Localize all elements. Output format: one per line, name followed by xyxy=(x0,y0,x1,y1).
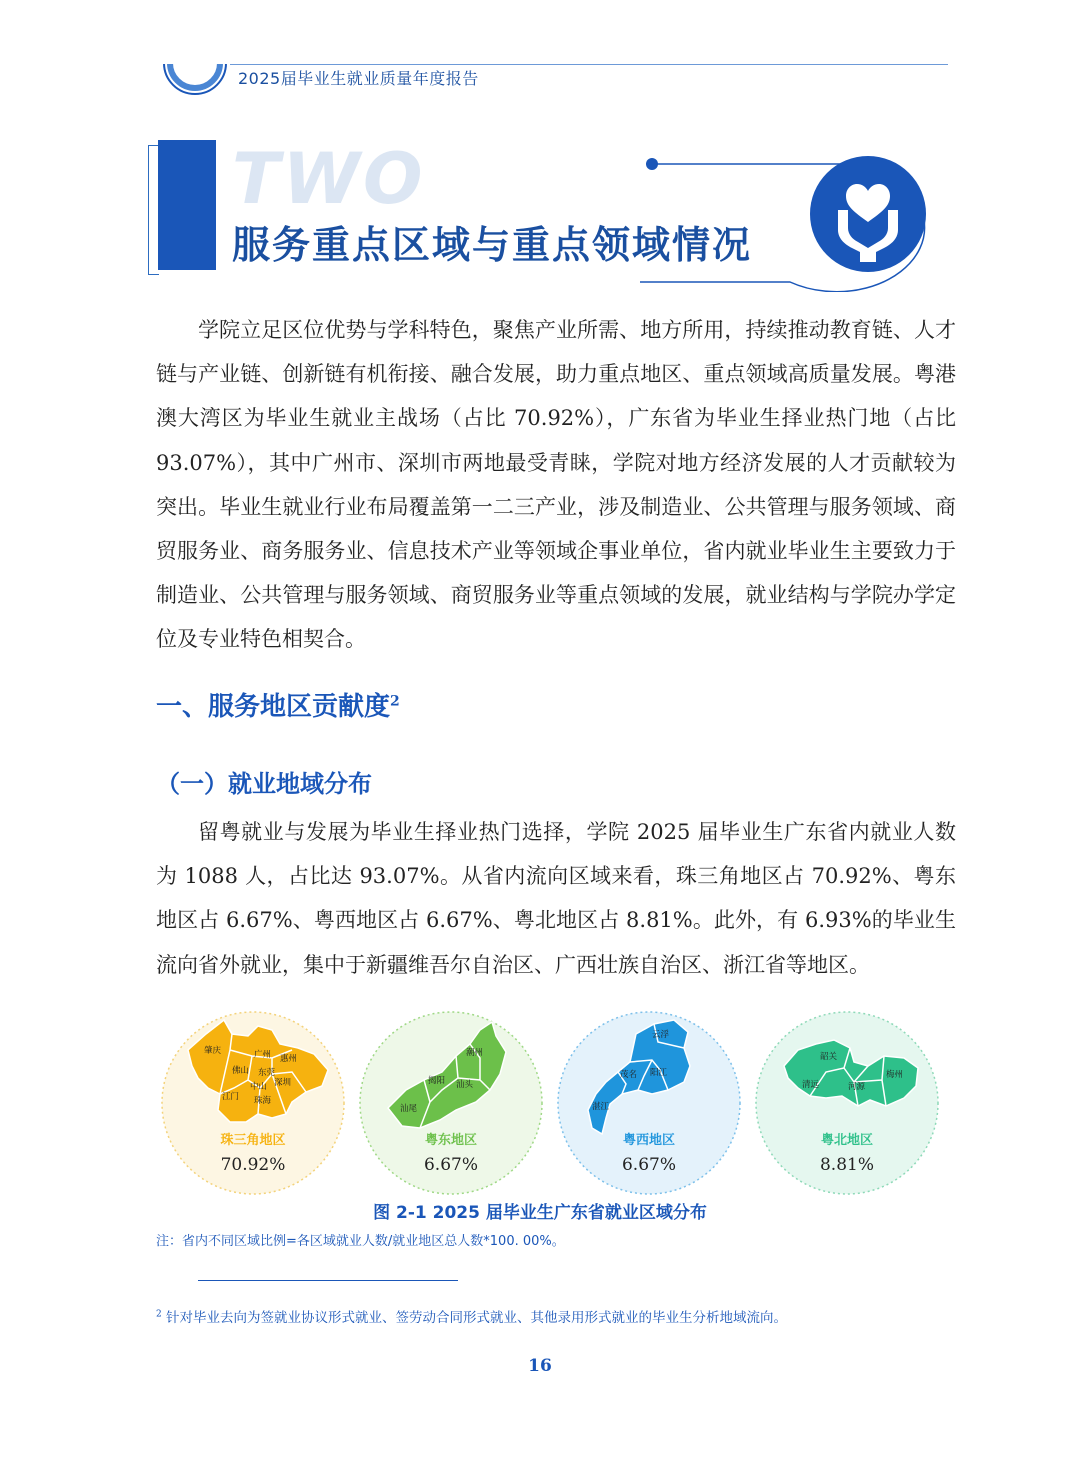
city-label: 深圳 xyxy=(274,1078,292,1088)
city-label: 河源 xyxy=(848,1082,866,1092)
region-card-pearl-river-delta xyxy=(160,1010,346,1196)
city-label: 肇庆 xyxy=(204,1046,222,1056)
distribution-paragraph: 留粤就业与发展为毕业生择业热门选择，学院 2025 届毕业生广东省内就业人数为 1088 人，占比达 93.07%。从省内流向区域来看，珠三角地区占 70.92%、粤东地区占 6.67%、粤西地区占 6.67%、粤北地区占 8.81%。此外，有 6.93%的毕业生流向省外就业，集中于新疆维吾尔自治区、广西壮族自治区、浙江省等地区。 xyxy=(156,820,956,977)
region-card-east-guangdong xyxy=(358,1010,544,1196)
footnote-rule xyxy=(198,1280,458,1281)
region-value: 6.67% xyxy=(423,1155,478,1175)
report-title: 2025届毕业生就业质量年度报告 xyxy=(238,69,479,88)
chapter-number-word: TWO xyxy=(232,138,426,220)
figure-caption: 图 2-1 2025 届毕业生广东省就业区域分布 xyxy=(373,1203,707,1223)
city-label: 韶关 xyxy=(820,1052,838,1062)
city-label: 湛江 xyxy=(592,1102,610,1112)
region-name: 粤西地区 xyxy=(622,1133,675,1148)
city-label: 清远 xyxy=(802,1080,820,1090)
footnote-mark: 2 xyxy=(156,1309,162,1320)
region-name: 珠三角地区 xyxy=(220,1133,286,1148)
region-name: 粤东地区 xyxy=(424,1133,477,1148)
city-label: 珠海 xyxy=(254,1096,272,1106)
intro-paragraph: 学院立足区位优势与学科特色，聚焦产业所需、地方所用，持续推动教育链、人才链与产业链、创新链有机衔接、融合发展，助力重点地区、重点领域高质量发展。粤港澳大湾区为毕业生就业主战场（占比 70.92%），广东省为毕业生择业热门地（占比 93.07%），其中广州市、深圳市两地最受青睐，学院对地方经济发展的人才贡献较为突出。毕业生就业行业布局覆盖第一二三产业，涉及制造业、公共管理与服务领域、商贸服务业、商务服务业、信息技术产业等领域企事业单位，省内就业毕业生主要致力于制造业、公共管理与服务领域、商贸服务业等重点领域的发展，就业结构与学院办学定位及专业特色相契合。 xyxy=(156,318,956,652)
footnote-text: 针对毕业去向为签就业协议形式就业、签劳动合同形式就业、其他录用形式就业的毕业生分析地域流向。 xyxy=(166,1310,788,1326)
header-logo-icon xyxy=(162,30,228,96)
region-card-north-guangdong xyxy=(754,1010,940,1196)
city-label: 东莞 xyxy=(258,1068,276,1078)
footnote-ref: 2 xyxy=(390,693,400,710)
city-label: 阳江 xyxy=(650,1068,668,1078)
hands-heart-icon xyxy=(640,152,940,292)
city-label: 惠州 xyxy=(280,1054,298,1064)
section-heading: 一、服务地区贡献度$^2$ xyxy=(156,692,400,722)
footnote xyxy=(156,1306,787,1326)
region-value: 6.67% xyxy=(621,1155,676,1175)
region-card-west-guangdong xyxy=(556,1010,742,1196)
region-value: 70.92% xyxy=(220,1155,286,1175)
banner-bar xyxy=(158,140,216,270)
city-label: 汕头 xyxy=(456,1080,474,1090)
city-label: 佛山 xyxy=(232,1066,250,1076)
city-label: 云浮 xyxy=(652,1030,670,1040)
region-name: 粤北地区 xyxy=(820,1133,873,1148)
city-label: 茂名 xyxy=(620,1070,638,1080)
figure-note: 注：省内不同区域比例=各区域就业人数/就业地区总人数*100. 00%。 xyxy=(156,1234,565,1249)
city-label: 梅州 xyxy=(886,1070,904,1080)
subsection-heading: （一）就业地域分布 xyxy=(156,770,372,798)
city-label: 广州 xyxy=(254,1050,272,1060)
city-label: 潮州 xyxy=(466,1048,484,1058)
city-label: 中山 xyxy=(250,1082,268,1092)
city-label: 江门 xyxy=(222,1092,240,1102)
region-value: 8.81% xyxy=(819,1155,874,1175)
page-number: 16 xyxy=(528,1356,552,1376)
header-rule xyxy=(230,64,948,65)
city-label: 汕尾 xyxy=(400,1104,418,1114)
city-label: 揭阳 xyxy=(428,1076,446,1086)
chapter-title: 服务重点区域与重点领域情况 xyxy=(232,223,753,267)
